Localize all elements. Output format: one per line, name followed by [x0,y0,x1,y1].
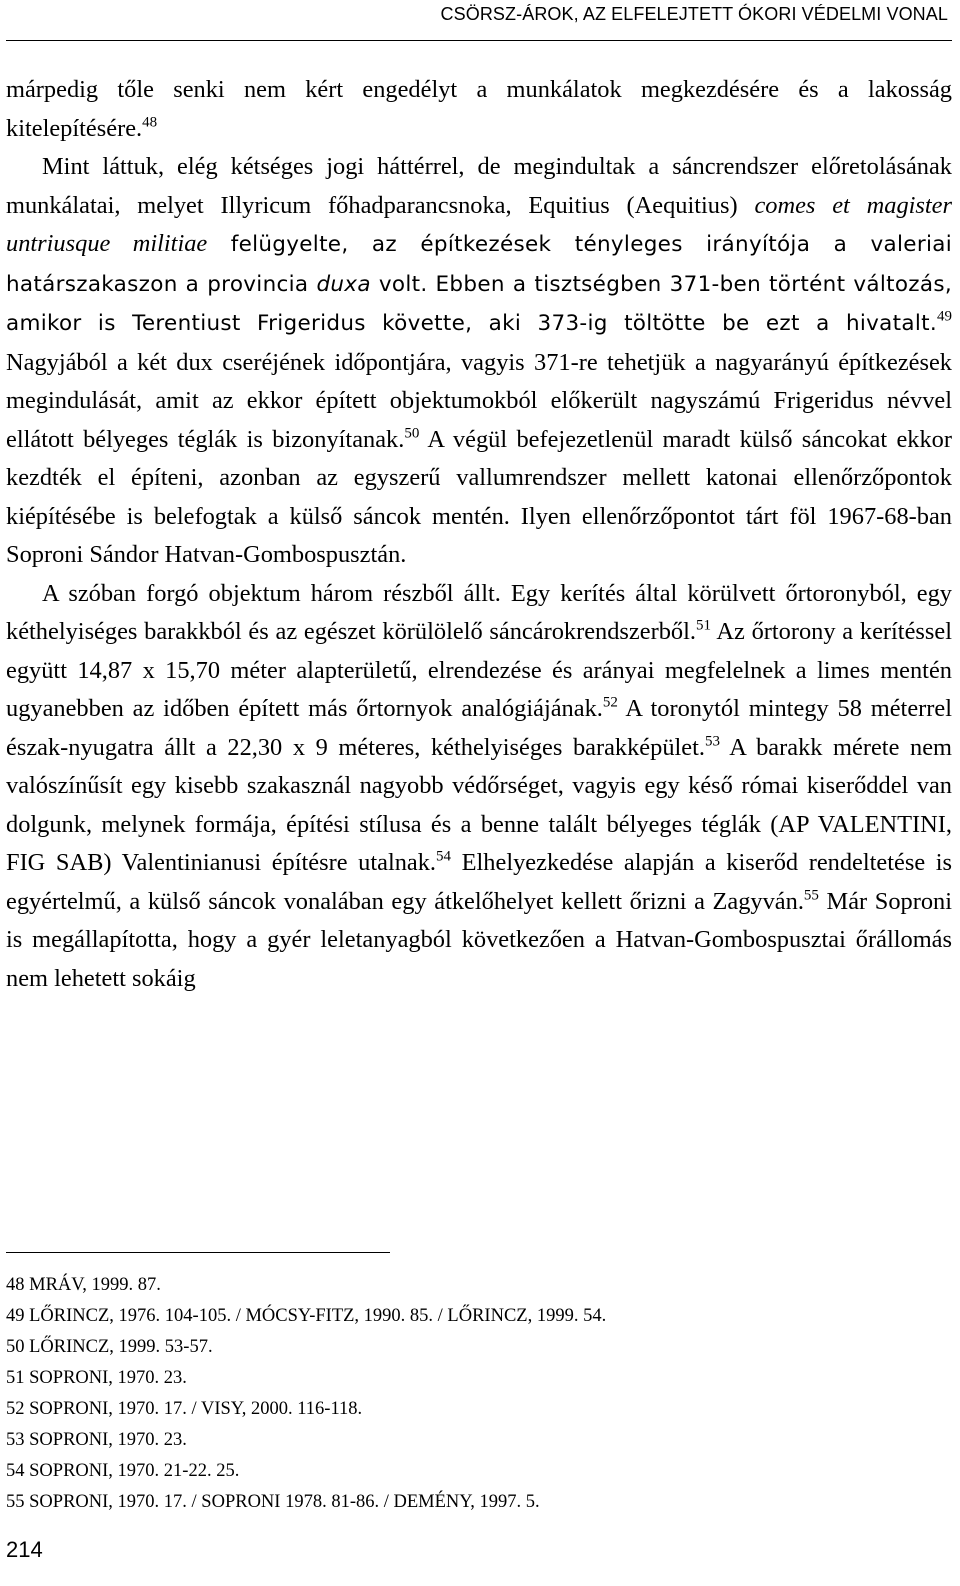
footnote-ref-52[interactable]: 52 [602,694,618,711]
italic-text: duxa [316,271,371,297]
footnote-ref-54[interactable]: 54 [436,848,452,865]
text-run: volt. [370,271,428,297]
text-run: Elhelyezkedése alapján a kiserőd rendeltetése is egyértelmű, a külső sáncok vonalában egy átkelőhelyet kellett őrizni a Zagyván. [6,849,953,915]
header-rule [6,40,952,41]
text-run: A végül befejezetlenül maradt külső sáncokat ekkor kezdték el építeni, azonban az egyszerű vallumrendszer mellett katonai ellenőrzőpontok kiépítésébe is belefogtak a külső sáncok mentén. Ilyen ellenőrzőpontot tárt föl 1967-68-ban Soproni Sándor Hatvan-Gombospusztán. [6,425,952,568]
running-header: CSÖRSZ-ÁROK, AZ ELFELEJTETT ÓKORI VÉDELMI VONAL [440,4,948,24]
text-run: A szóban forgó objektum három részből állt. Egy kerítés által körülvett őrtoronyból, egy kéthelyiséges barakkból és az egészet körülölelő sáncárokrendszerből. [6,579,952,645]
footnote-53: 53 SOPRONI, 1970. 23. [6,1430,187,1450]
paragraph-2 [6,148,952,575]
text-run: A barakk mérete nem valószínűsít egy kisebb szakasznál nagyobb védőrséget, vagyis egy késő római kiserőddel van dolgunk, melynek formája, építési stílusa és a benne talált bélyeges téglák (AP VALENTINI, FIG SAB) Valentinianusi építésre utalnak. [6,733,952,876]
footnote-54: 54 SOPRONI, 1970. 21-22. 25. [6,1461,240,1481]
footnote-ref-49[interactable]: 49 [937,308,952,325]
footnote-ref-53[interactable]: 53 [705,732,720,749]
italic-text: comes et magister untriusque militiae [6,191,952,257]
text-run: Nagyjából a két dux cseréjének időpontjára, vagyis 371-re tehetjük a nagyarányú építkezések megindulását, amit az ekkor épített objektumokból előkerült nagyszámú Frigeridus névvel ellátott bélyeges téglák is bizonyítanak. [6,348,952,453]
text-run: márpedig tőle senki nem kért engedélyt a munkálatok megkezdésére és a lakosság kitelepítésére. [6,76,952,142]
text-run: A toronytól mintegy 58 méterrel észak-nyugatra állt a 22,30 x 9 méteres, kéthelyiséges barakképület. [6,695,952,761]
footnote-ref-48[interactable]: 48 [142,113,158,130]
footnote-rule [6,1252,390,1253]
footnote-ref-55[interactable]: 55 [803,886,819,903]
footnote-48: 48 MRÁV, 1999. 87. [6,1275,161,1295]
footnote-ref-50[interactable]: 50 [404,424,420,441]
text-run: Ebben a tisztségben 371-ben történt változás, amikor is Terentiust Frigeridus követte, aki 373-ig töltötte be ezt a hivatalt. [6,271,953,336]
main-text [6,71,952,998]
paragraph-3 [6,575,952,999]
footnote-ref-51[interactable]: 51 [695,617,711,634]
footnote-52: 52 SOPRONI, 1970. 17. / VISY, 2000. 116-118. [6,1399,363,1419]
text-run: felügyelte, az építkezések tényleges irányítója a valeriai határszakaszon a provincia [6,232,952,297]
page-number: 214 [6,1537,43,1562]
text-run: Az őrtorony a kerítéssel együtt 14,87 x 15,70 méter alapterületű, elrendezése és arányai megfelelnek a limes mentén ugyanebben az időben épített más őrtornyok analógiájának. [6,618,952,722]
text-run: Már Soproni is megállapította, hogy a gyér leletanyagból következően a Hatvan-Gombospusztai őrállomás nem lehetett sokáig [6,887,952,992]
paragraph-1 [6,71,952,148]
footnote-49: 49 LŐRINCZ, 1976. 104-105. / MÓCSY-FITZ, 1990. 85. / LŐRINCZ, 1999. 54. [6,1306,607,1326]
footnote-55: 55 SOPRONI, 1970. 17. / SOPRONI 1978. 81-86. / DEMÉNY, 1997. 5. [6,1492,540,1512]
text-run: Mint láttuk, elég kétséges jogi háttérrel, de megindultak a sáncrendszer előretolásának munkálatai, melyet Illyricum főhadparancsnoka, Equitius (Aequitius) [6,153,952,219]
footnote-51: 51 SOPRONI, 1970. 23. [6,1368,187,1388]
footnotes [6,1270,952,1518]
footnote-50: 50 LŐRINCZ, 1999. 53-57. [6,1337,213,1357]
